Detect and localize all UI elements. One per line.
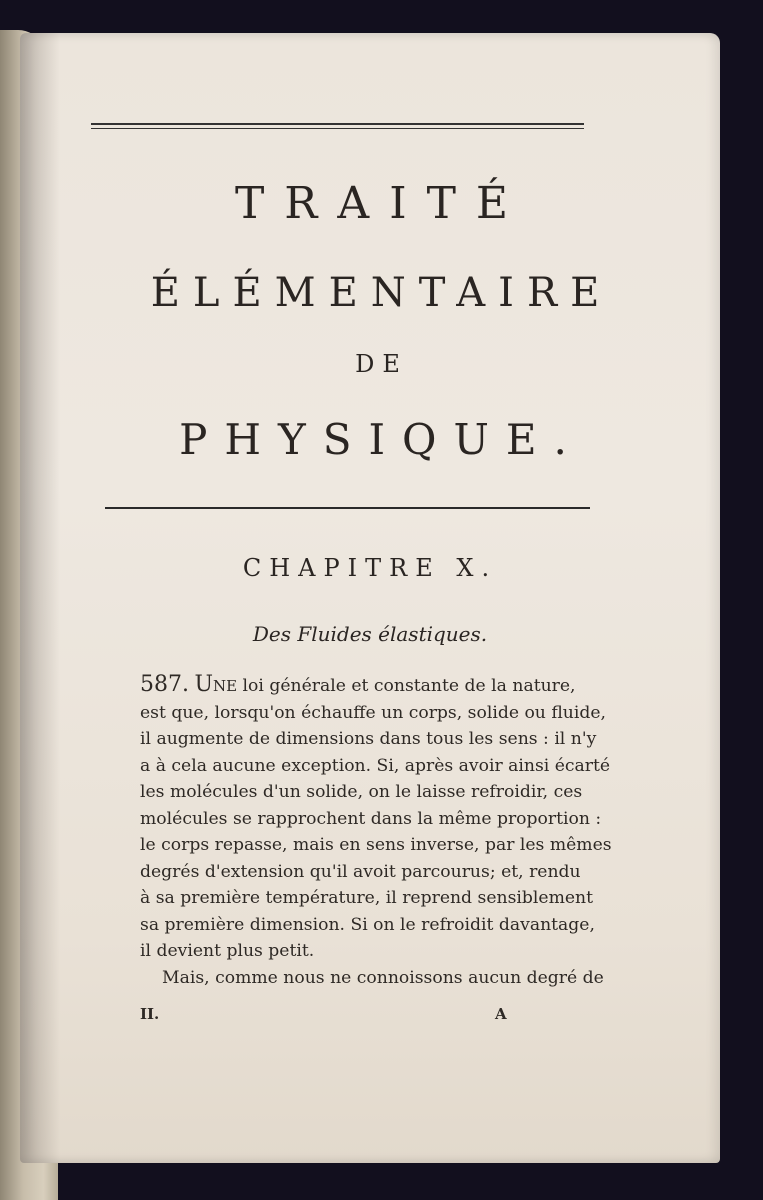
- body-line: il augmente de dimensions dans tous les sens : il n'y: [140, 729, 597, 749]
- body-line: les molécules d'un solide, on le laisse refroidir, ces: [140, 782, 583, 802]
- body-line: sa première dimension. Si on le refroidit davantage,: [140, 914, 595, 935]
- section-heading: Des Fluides élastiques.: [252, 622, 488, 646]
- body-line: a à cela aucune exception. Si, après avoir ainsi écarté: [140, 755, 611, 776]
- title-divider-rule: [105, 507, 590, 509]
- body-paragraph: [140, 672, 612, 991]
- page-footer: [140, 1005, 590, 1031]
- body-line: est que, lorsqu'on échauffe un corps, solide ou fluide,: [140, 702, 607, 723]
- gathering-mark: A: [495, 1005, 507, 1023]
- body-line-first: [140, 672, 590, 700]
- body-line: à sa première température, il reprend sensiblement: [140, 888, 594, 908]
- title-line-2: ÉLÉMENTAIRE: [150, 270, 613, 316]
- top-double-rule: [91, 123, 584, 129]
- title-line-1: TRAITÉ: [234, 178, 529, 229]
- title-line-4: PHYSIQUE.: [179, 415, 584, 464]
- signature-mark: II.: [140, 1005, 160, 1023]
- title-line-3: DE: [355, 350, 408, 378]
- body-line: il devient plus petit.: [140, 941, 315, 961]
- paragraph-number: 587.: [140, 672, 189, 697]
- chapter-heading: CHAPITRE X.: [242, 554, 498, 582]
- body-line: loi générale et constante de la nature,: [242, 676, 576, 696]
- body-line: molécules se rapprochent dans la même proportion :: [140, 808, 602, 829]
- body-line: degrés d'extension qu'il avoit parcourus; et, rendu: [140, 861, 581, 882]
- body-line: le corps repasse, mais en sens inverse, par les mêmes: [140, 835, 612, 855]
- body-line-continuation: Mais, comme nous ne connoissons aucun degré de: [162, 967, 604, 988]
- paragraph-lead-word: Une: [194, 672, 238, 697]
